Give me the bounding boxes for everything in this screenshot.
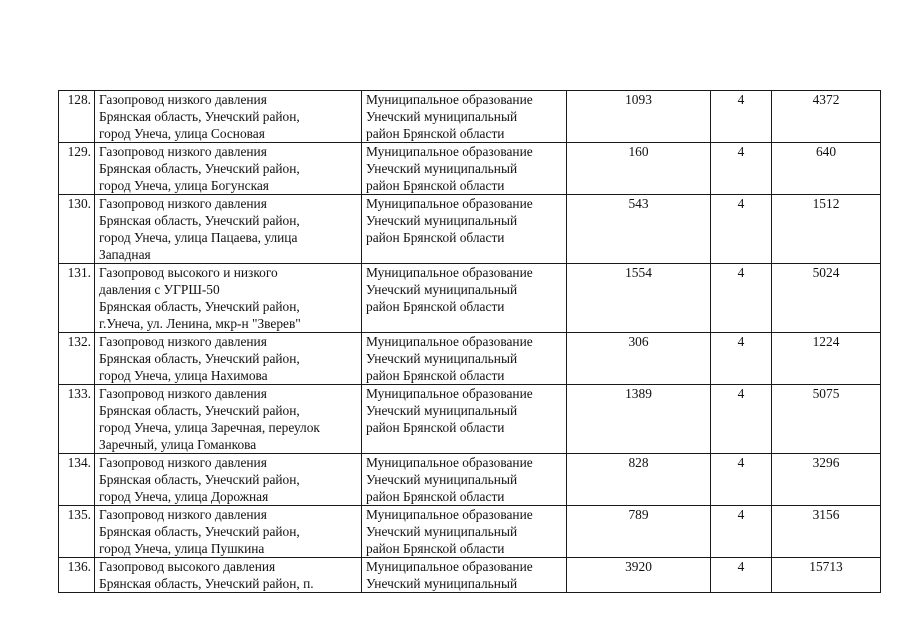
table-row	[59, 385, 881, 454]
object-name-line: город Унеча, улица Пацаева, улица	[99, 230, 298, 245]
owner-line: Унечский муниципальный	[366, 351, 518, 366]
total-cell: 5024	[772, 264, 881, 333]
object-name-line: Газопровод низкого давления	[99, 144, 267, 159]
total-cell: 640	[772, 143, 881, 195]
object-name-cell	[95, 558, 362, 593]
value2-cell: 4	[711, 558, 772, 593]
owner-line: Муниципальное образование	[366, 559, 533, 574]
owner-cell	[362, 558, 567, 593]
length-cell: 3920	[567, 558, 711, 593]
owner-line: район Брянской области	[366, 299, 505, 314]
object-name-line: Брянская область, Унечский район, п.	[99, 576, 314, 591]
object-name-line: Газопровод высокого давления	[99, 559, 276, 574]
total-cell: 15713	[772, 558, 881, 593]
value2-cell: 4	[711, 454, 772, 506]
length-cell: 543	[567, 195, 711, 264]
object-name-line: город Унеча, улица Сосновая	[99, 126, 265, 141]
owner-line: Муниципальное образование	[366, 92, 533, 107]
object-name-cell	[95, 454, 362, 506]
object-name-cell	[95, 195, 362, 264]
owner-cell	[362, 333, 567, 385]
object-name-line: Брянская область, Унечский район,	[99, 213, 300, 228]
row-number: 129.	[59, 143, 95, 195]
value2-cell: 4	[711, 385, 772, 454]
value2-cell: 4	[711, 195, 772, 264]
object-name-line: Газопровод низкого давления	[99, 196, 267, 211]
table-row	[59, 506, 881, 558]
row-number: 135.	[59, 506, 95, 558]
value2-cell: 4	[711, 333, 772, 385]
length-cell: 1093	[567, 91, 711, 143]
object-name-line: Брянская область, Унечский район,	[99, 524, 300, 539]
object-name-line: давления с УГРШ-50	[99, 282, 220, 297]
owner-line: Унечский муниципальный	[366, 403, 518, 418]
table-row	[59, 558, 881, 593]
total-cell: 3296	[772, 454, 881, 506]
object-name-cell	[95, 385, 362, 454]
object-name-line: Газопровод низкого давления	[99, 507, 267, 522]
length-cell: 306	[567, 333, 711, 385]
row-number: 131.	[59, 264, 95, 333]
length-cell: 1554	[567, 264, 711, 333]
object-name-line: г.Унеча, ул. Ленина, мкр-н "Зверев"	[99, 316, 301, 331]
row-number: 132.	[59, 333, 95, 385]
object-name-cell	[95, 506, 362, 558]
owner-line: Унечский муниципальный	[366, 161, 518, 176]
owner-cell	[362, 385, 567, 454]
row-number: 130.	[59, 195, 95, 264]
owner-line: Муниципальное образование	[366, 507, 533, 522]
total-cell: 1512	[772, 195, 881, 264]
owner-line: район Брянской области	[366, 178, 505, 193]
object-name-line: город Унеча, улица Богунская	[99, 178, 269, 193]
object-name-line: Брянская область, Унечский район,	[99, 161, 300, 176]
total-cell: 5075	[772, 385, 881, 454]
value2-cell: 4	[711, 506, 772, 558]
object-name-line: Брянская область, Унечский район,	[99, 351, 300, 366]
owner-line: Унечский муниципальный	[366, 213, 518, 228]
owner-line: Муниципальное образование	[366, 455, 533, 470]
owner-line: Унечский муниципальный	[366, 282, 518, 297]
object-name-line: Газопровод низкого давления	[99, 386, 267, 401]
object-name-line: Газопровод высокого и низкого	[99, 265, 278, 280]
row-number: 134.	[59, 454, 95, 506]
owner-line: Муниципальное образование	[366, 196, 533, 211]
owner-cell	[362, 454, 567, 506]
object-name-line: город Унеча, улица Дорожная	[99, 489, 269, 504]
object-name-line: Газопровод низкого давления	[99, 334, 267, 349]
total-cell: 1224	[772, 333, 881, 385]
value2-cell: 4	[711, 264, 772, 333]
value2-cell: 4	[711, 143, 772, 195]
object-name-line: Газопровод низкого давления	[99, 455, 267, 470]
length-cell: 1389	[567, 385, 711, 454]
value2-cell: 4	[711, 91, 772, 143]
owner-line: район Брянской области	[366, 126, 505, 141]
owner-line: Муниципальное образование	[366, 144, 533, 159]
owner-line: район Брянской области	[366, 541, 505, 556]
owner-line: район Брянской области	[366, 368, 505, 383]
object-name-line: Заречный, улица Гоманкова	[99, 437, 257, 452]
owner-line: Унечский муниципальный	[366, 524, 518, 539]
owner-cell	[362, 264, 567, 333]
table-row	[59, 264, 881, 333]
owner-cell	[362, 143, 567, 195]
object-name-cell	[95, 91, 362, 143]
owner-line: Унечский муниципальный	[366, 109, 518, 124]
owner-cell	[362, 91, 567, 143]
length-cell: 789	[567, 506, 711, 558]
object-name-line: Западная	[99, 247, 151, 262]
owner-line: Муниципальное образование	[366, 265, 533, 280]
table-row	[59, 143, 881, 195]
total-cell: 4372	[772, 91, 881, 143]
row-number: 136.	[59, 558, 95, 593]
object-name-line: город Унеча, улица Пушкина	[99, 541, 265, 556]
row-number: 133.	[59, 385, 95, 454]
row-number: 128.	[59, 91, 95, 143]
object-name-line: город Унеча, улица Нахимова	[99, 368, 268, 383]
owner-line: Унечский муниципальный	[366, 576, 518, 591]
owner-line: район Брянской области	[366, 420, 505, 435]
object-name-line: город Унеча, улица Заречная, переулок	[99, 420, 320, 435]
object-name-line: Брянская область, Унечский район,	[99, 472, 300, 487]
table-row	[59, 454, 881, 506]
object-name-cell	[95, 143, 362, 195]
length-cell: 160	[567, 143, 711, 195]
owner-cell	[362, 195, 567, 264]
object-name-line: Брянская область, Унечский район,	[99, 109, 300, 124]
object-name-cell	[95, 333, 362, 385]
owner-cell	[362, 506, 567, 558]
object-name-cell	[95, 264, 362, 333]
table-row	[59, 195, 881, 264]
owner-line: район Брянской области	[366, 230, 505, 245]
table-row	[59, 91, 881, 143]
owner-line: Унечский муниципальный	[366, 472, 518, 487]
owner-line: район Брянской области	[366, 489, 505, 504]
length-cell: 828	[567, 454, 711, 506]
owner-line: Муниципальное образование	[366, 334, 533, 349]
total-cell: 3156	[772, 506, 881, 558]
owner-line: Муниципальное образование	[366, 386, 533, 401]
object-name-line: Брянская область, Унечский район,	[99, 403, 300, 418]
object-name-line: Газопровод низкого давления	[99, 92, 267, 107]
table-body	[59, 91, 881, 593]
table-row	[59, 333, 881, 385]
object-name-line: Брянская область, Унечский район,	[99, 299, 300, 314]
property-register-table	[58, 90, 881, 593]
